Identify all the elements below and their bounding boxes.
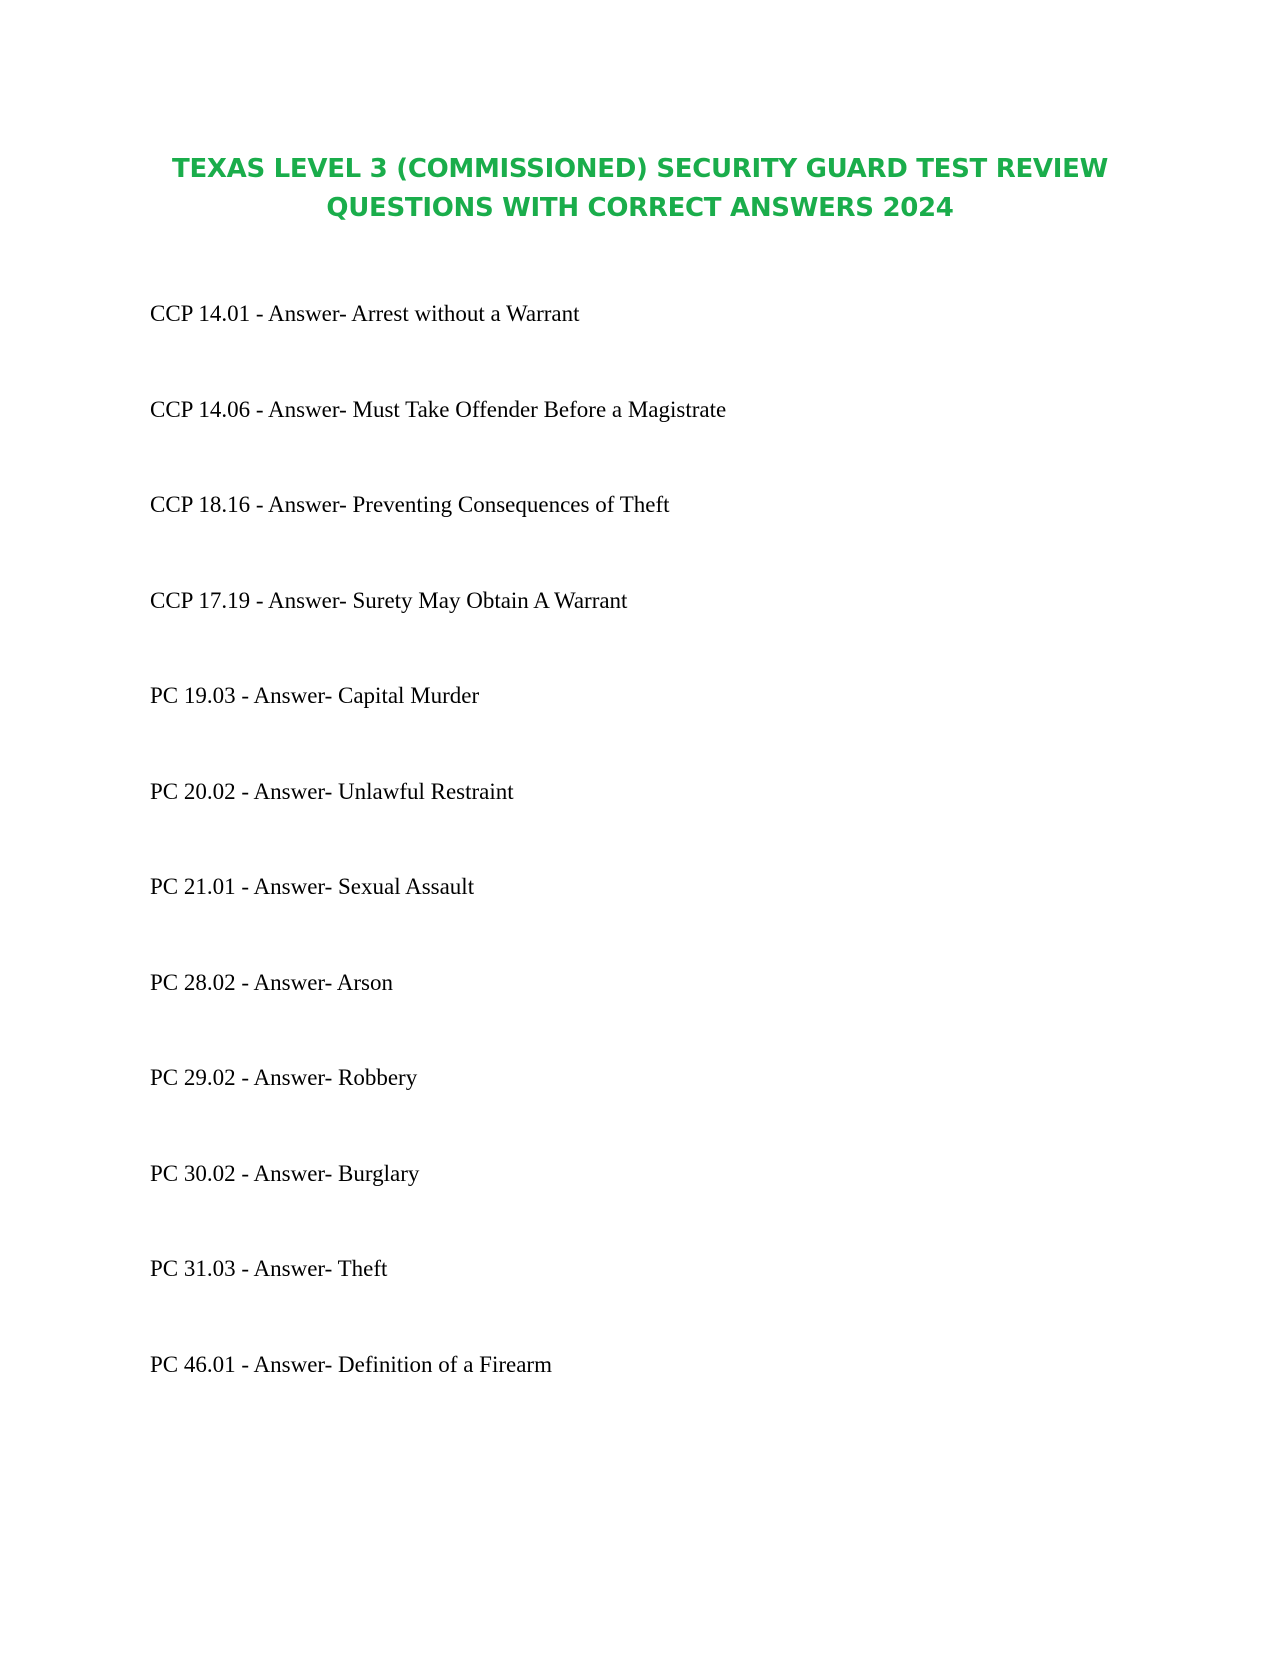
qa-item: CCP 17.19 - Answer- Surety May Obtain A Warrant <box>150 587 628 613</box>
document-title-line-2: QUESTIONS WITH CORRECT ANSWERS 2024 <box>326 193 954 223</box>
qa-item: CCP 14.01 - Answer- Arrest without a Warrant <box>150 301 580 326</box>
qa-item: PC 20.02 - Answer- Unlawful Restraint <box>150 778 514 804</box>
qa-list <box>150 300 1150 1446</box>
document-title-line-1: TEXAS LEVEL 3 (COMMISSIONED) SECURITY GUARD TEST REVIEW <box>172 154 1108 184</box>
qa-item: PC 28.02 - Answer- Arson <box>150 969 393 995</box>
document-title <box>120 150 1160 228</box>
qa-item: PC 21.01 - Answer- Sexual Assault <box>150 874 475 899</box>
qa-item: PC 19.03 - Answer- Capital Murder <box>150 683 480 708</box>
qa-item: CCP 18.16 - Answer- Preventing Consequences of Theft <box>150 492 670 517</box>
qa-item: PC 30.02 - Answer- Burglary <box>150 1160 420 1186</box>
qa-item: PC 29.02 - Answer- Robbery <box>150 1065 418 1090</box>
qa-item: CCP 14.06 - Answer- Must Take Offender Before a Magistrate <box>150 396 727 422</box>
qa-item: PC 31.03 - Answer- Theft <box>150 1256 388 1281</box>
qa-item: PC 46.01 - Answer- Definition of a Firearm <box>150 1351 552 1377</box>
